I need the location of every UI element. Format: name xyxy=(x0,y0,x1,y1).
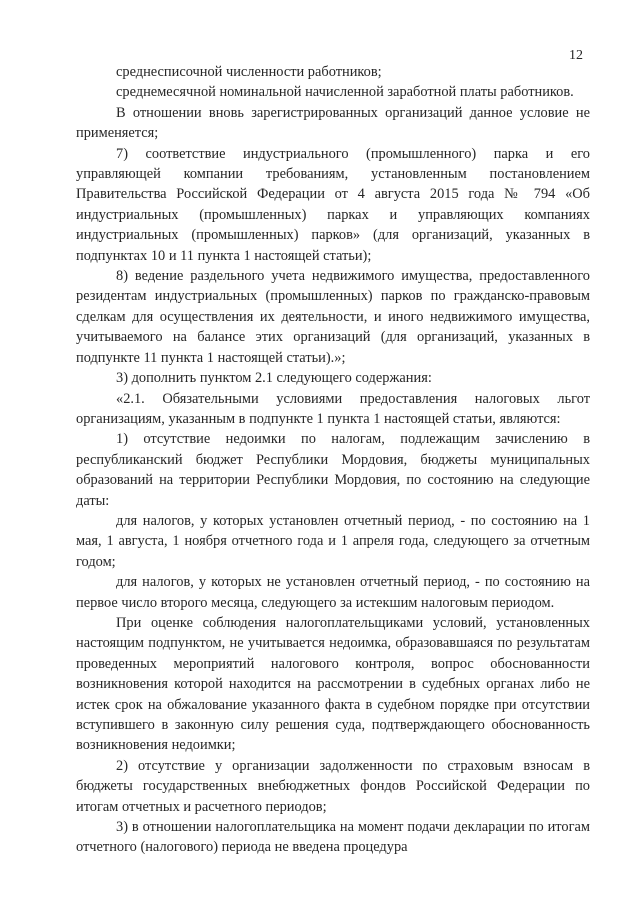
paragraph-9: для налогов, у которых установлен отчетный период, - по состоянию на 1 мая, 1 августа, 1 ноября отчетного года и 1 апреля года, следующего за отчетным годом; xyxy=(76,512,590,570)
paragraph-1: среднесписочной численности работников; xyxy=(116,64,382,80)
document-body xyxy=(76,62,590,858)
paragraph-8: 1) отсутствие недоимки по налогам, подлежащим зачислению в республиканский бюджет Республики Мордовия, бюджеты муниципальных образований на территории Республики Мордовия, по состоянию на следующие даты: xyxy=(76,431,590,509)
paragraph-7: «2.1. Обязательными условиями предоставления налоговых льгот организациям, указанным в подпункте 1 пункта 1 настоящей статьи, являются: xyxy=(76,390,590,427)
paragraph-4: 7) соответствие индустриального (промышленного) парка и его управляющей компании требованиям, установленным постановлением Правительства Российской Федерации от 4 августа 2015 года № 794 «Об индустриальных (промышленных) парках и управляющих компаниях индустриальных (промышленных) парков» (для организаций, указанных в подпунктах 10 и 11 пункта 1 настоящей статьи); xyxy=(76,145,590,264)
paragraph-11: При оценке соблюдения налогоплательщиками условий, установленных настоящим подпунктом, не учитывается недоимка, образовавшаяся по результатам проведенных мероприятий налогового контроля, вопрос обоснованности возникновения которой находится на рассмотрении в судебных органах либо не истек срок на обжалование указанного факта в судебном порядке при отсутствии вступившего в законную силу решения суда, подтверждающего обоснованность возникновения недоимки; xyxy=(76,614,590,754)
paragraph-2: среднемесячной номинальной начисленной заработной платы работников. xyxy=(116,84,574,101)
paragraph-13: 3) в отношении налогоплательщика на момент подачи декларации по итогам отчетного (налогового) периода не введена процедура xyxy=(76,819,590,856)
paragraph-6: 3) дополнить пунктом 2.1 следующего содержания: xyxy=(116,370,432,387)
paragraph-12: 2) отсутствие у организации задолженности по страховым взносам в бюджеты государственных внебюджетных фондов Российской Федерации по итогам отчетных и расчетного периодов; xyxy=(76,757,590,815)
page-number: 12 xyxy=(569,48,583,63)
paragraph-5: 8) ведение раздельного учета недвижимого имущества, предоставленного резидентам индустриальных (промышленных) парков по гражданско-правовым сделкам для осуществления их деятельности, и иного недвижимого имущества, учитываемого на балансе этих организаций (для организаций, указанных в подпункте 11 пункта 1 настоящей статьи).»; xyxy=(76,268,590,366)
paragraph-10: для налогов, у которых не установлен отчетный период, - по состоянию на первое число второго месяца, следующего за истекшим налоговым периодом. xyxy=(76,574,590,611)
paragraph-3: В отношении вновь зарегистрированных организаций данное условие не применяется; xyxy=(76,104,590,142)
